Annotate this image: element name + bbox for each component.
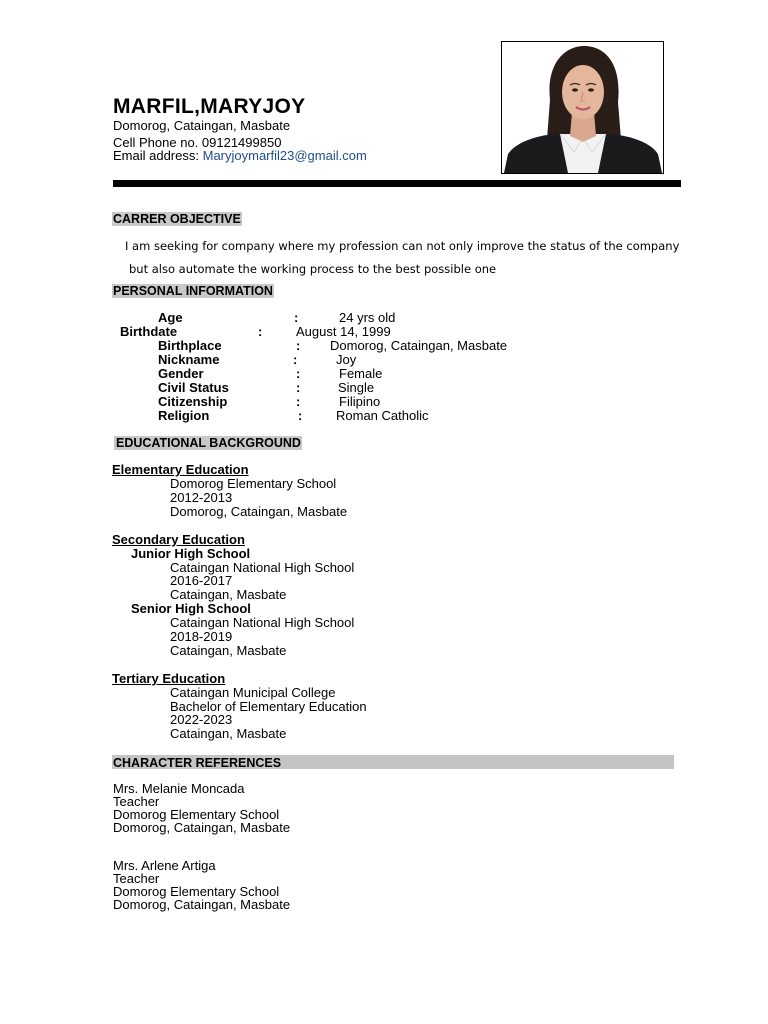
citizenship-colon: : bbox=[296, 394, 301, 409]
reference-2-school: Domorog Elementary School bbox=[113, 884, 280, 899]
senior-high-years: 2018-2019 bbox=[170, 629, 233, 644]
tertiary-location: Cataingan, Masbate bbox=[170, 726, 287, 741]
citizenship-label: Citizenship bbox=[158, 394, 228, 409]
email-address[interactable]: Maryjoymarfil23@gmail.com bbox=[202, 148, 367, 163]
birthplace-label: Birthplace bbox=[158, 338, 222, 353]
birthplace-colon: : bbox=[296, 338, 301, 353]
elementary-title: Elementary Education bbox=[112, 462, 249, 477]
citizenship-value: Filipino bbox=[339, 394, 381, 409]
birthdate-label: Birthdate bbox=[120, 324, 178, 339]
junior-high-years: 2016-2017 bbox=[170, 573, 233, 588]
elementary-years: 2012-2013 bbox=[170, 490, 233, 505]
profile-photo bbox=[501, 41, 664, 174]
nickname-colon: : bbox=[293, 352, 298, 367]
tertiary-school: Cataingan Municipal College bbox=[170, 685, 336, 700]
reference-1-location: Domorog, Cataingan, Masbate bbox=[113, 820, 291, 835]
phone-number: 09121499850 bbox=[201, 135, 282, 150]
objective-line-1: I am seeking for company where my profession can not only improve the status of the company bbox=[125, 239, 680, 253]
secondary-title: Secondary Education bbox=[112, 532, 245, 547]
tertiary-years: 2022-2023 bbox=[170, 712, 233, 727]
junior-high-school: Cataingan National High School bbox=[170, 560, 355, 575]
reference-1-position: Teacher bbox=[113, 794, 160, 809]
senior-high-title: Senior High School bbox=[131, 601, 251, 616]
age-value: 24 yrs old bbox=[339, 310, 396, 325]
header-divider bbox=[113, 180, 681, 187]
gender-value: Female bbox=[339, 366, 383, 381]
elementary-school: Domorog Elementary School bbox=[170, 476, 337, 491]
reference-1-school: Domorog Elementary School bbox=[113, 807, 280, 822]
references-heading: CHARACTER REFERENCES bbox=[113, 756, 282, 770]
references-heading-bar bbox=[112, 755, 674, 769]
reference-2-name: Mrs. Arlene Artiga bbox=[113, 858, 216, 873]
birthdate-colon: : bbox=[258, 324, 263, 339]
junior-high-location: Cataingan, Masbate bbox=[170, 587, 287, 602]
reference-2-position: Teacher bbox=[113, 871, 160, 886]
birthdate-value: August 14, 1999 bbox=[296, 324, 391, 339]
applicant-name: MARFIL,MARYJOY bbox=[113, 95, 306, 118]
profile-photo-illustration bbox=[502, 42, 663, 173]
senior-high-school: Cataingan National High School bbox=[170, 615, 355, 630]
objective-heading: CARRER OBJECTIVE bbox=[113, 212, 241, 226]
civil-status-value: Single bbox=[338, 380, 375, 395]
senior-high-location: Cataingan, Masbate bbox=[170, 643, 287, 658]
email-label: Email address: bbox=[113, 148, 199, 163]
gender-colon: : bbox=[296, 366, 301, 381]
reference-1-name: Mrs. Melanie Moncada bbox=[113, 781, 245, 796]
civil-status-colon: : bbox=[296, 380, 301, 395]
phone-label: Cell Phone no. bbox=[113, 135, 199, 150]
nickname-label: Nickname bbox=[158, 352, 220, 367]
gender-label: Gender bbox=[158, 366, 204, 381]
junior-high-title: Junior High School bbox=[131, 546, 251, 561]
nickname-value: Joy bbox=[336, 352, 357, 367]
age-colon: : bbox=[294, 310, 299, 325]
email-line bbox=[113, 149, 367, 162]
age-label: Age bbox=[158, 310, 183, 325]
personal-heading: PERSONAL INFORMATION bbox=[113, 284, 273, 298]
tertiary-course: Bachelor of Elementary Education bbox=[170, 699, 367, 714]
religion-colon: : bbox=[298, 408, 303, 423]
birthplace-value: Domorog, Cataingan, Masbate bbox=[330, 338, 508, 353]
civil-status-label: Civil Status bbox=[158, 380, 229, 395]
religion-value: Roman Catholic bbox=[336, 408, 429, 423]
elementary-location: Domorog, Cataingan, Masbate bbox=[170, 504, 348, 519]
reference-2-location: Domorog, Cataingan, Masbate bbox=[113, 897, 291, 912]
objective-line-2: but also automate the working process to the best possible one bbox=[129, 262, 497, 276]
education-heading: EDUCATIONAL BACKGROUND bbox=[116, 436, 301, 450]
tertiary-title: Tertiary Education bbox=[112, 671, 226, 686]
religion-label: Religion bbox=[158, 408, 210, 423]
applicant-address: Domorog, Cataingan, Masbate bbox=[113, 118, 291, 133]
